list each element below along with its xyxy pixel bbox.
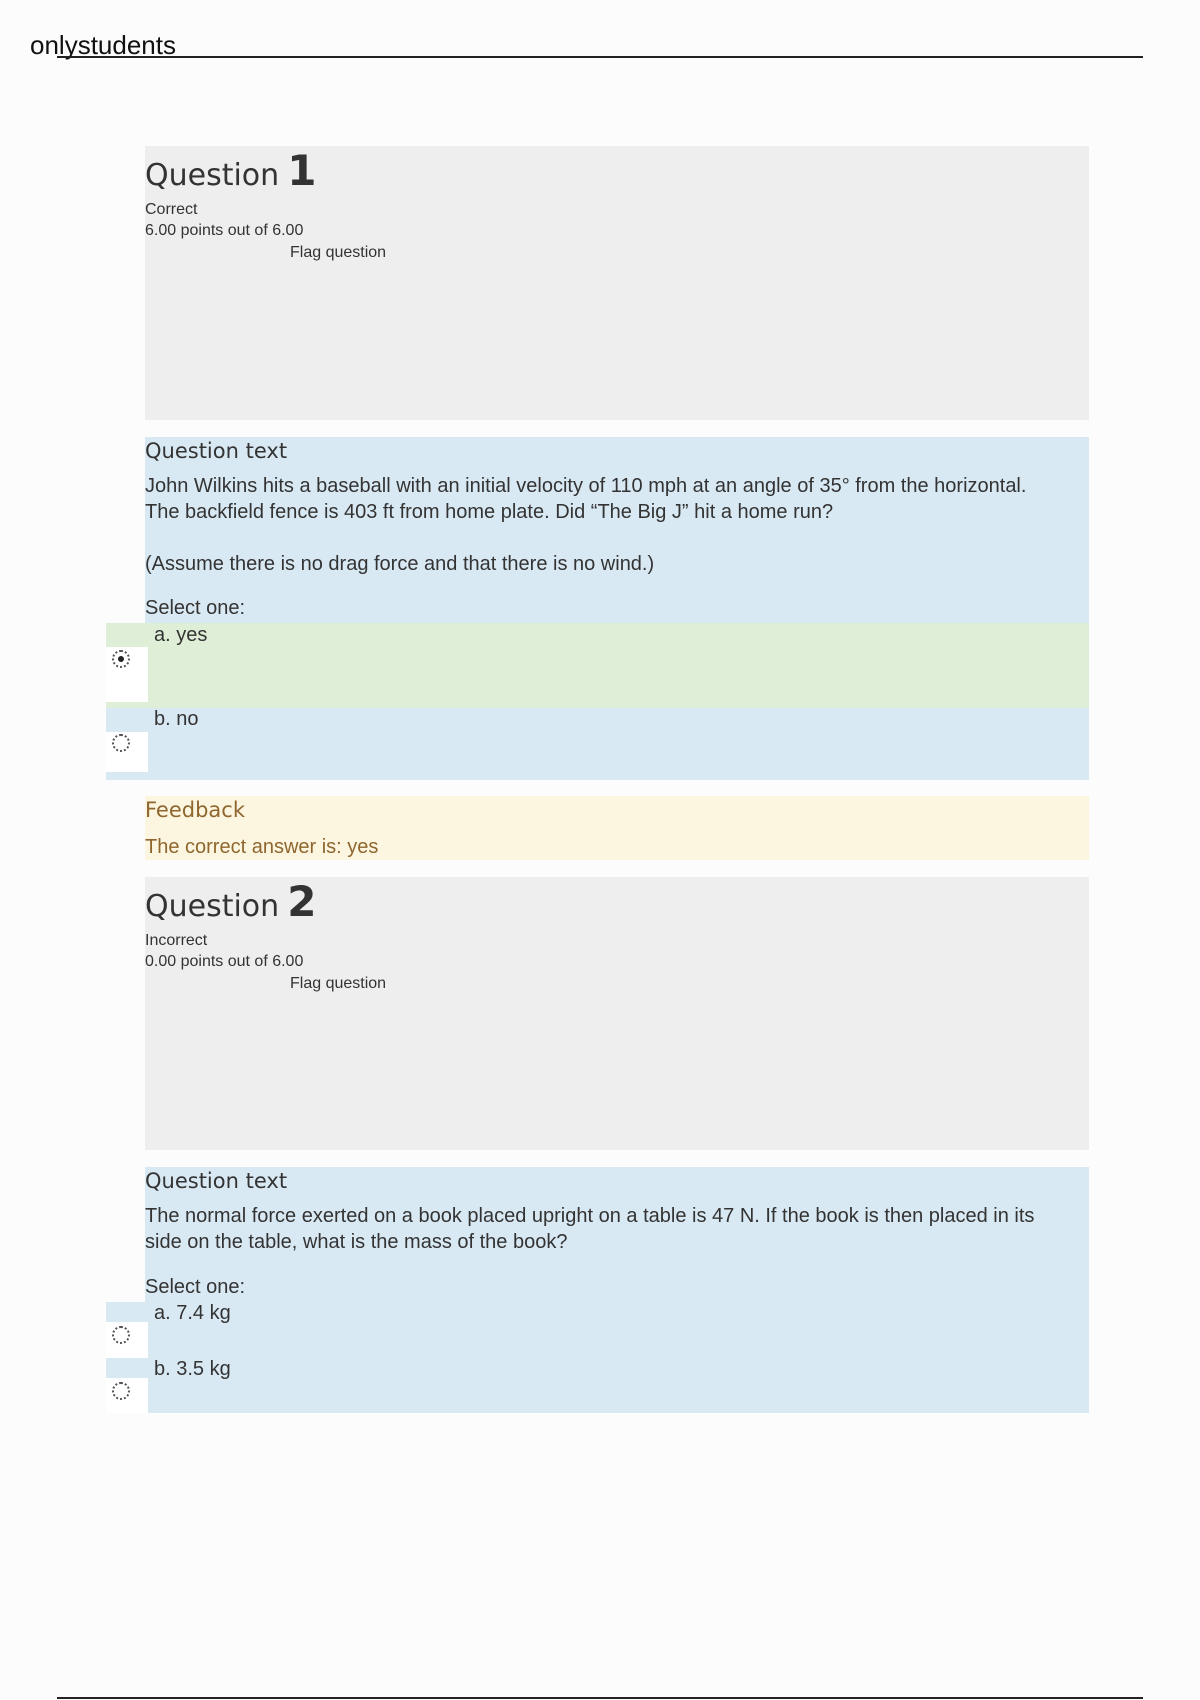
question-1-info xyxy=(145,146,1089,420)
answer-label: b. 3.5 kg xyxy=(154,1358,231,1380)
question-state: Correct xyxy=(145,201,198,218)
question-text-heading: Question text xyxy=(145,1169,288,1193)
site-name: onlystudents xyxy=(30,30,176,60)
question-label: Question xyxy=(145,158,280,193)
header-divider xyxy=(57,56,1143,58)
answer-label: a. 7.4 kg xyxy=(154,1302,231,1324)
radio-dot xyxy=(118,656,124,662)
question-1-heading xyxy=(145,146,1089,199)
question-state: Incorrect xyxy=(145,932,208,949)
question-grade: 6.00 points out of 6.00 xyxy=(145,222,304,239)
radio-button[interactable] xyxy=(112,1382,130,1400)
radio-button[interactable] xyxy=(112,734,130,752)
question-label: Question xyxy=(145,889,280,924)
answer-option-b[interactable] xyxy=(106,708,1089,780)
question-text xyxy=(145,1203,1089,1255)
question-2-heading xyxy=(145,877,1089,930)
answer-option-a[interactable] xyxy=(106,1302,1089,1358)
feedback-text: The correct answer is: yes xyxy=(145,836,379,858)
question-text-line: The normal force exerted on a book placed upright on a table is 47 N. If the book is then placed in its xyxy=(145,1205,1035,1227)
radio-button-selected[interactable] xyxy=(112,650,130,668)
question-text-line: John Wilkins hits a baseball with an initial velocity of 110 mph at an angle of 35° from the horizontal. xyxy=(145,475,1027,497)
question-text-line: The backfield fence is 403 ft from home plate. Did “The Big J” hit a home run? xyxy=(145,501,834,523)
question-text-line: side on the table, what is the mass of the book? xyxy=(145,1231,568,1253)
question-number: 2 xyxy=(287,877,317,926)
flag-question-link[interactable]: Flag question xyxy=(290,975,387,992)
flag-question-link[interactable]: Flag question xyxy=(290,244,387,261)
answer-option-a[interactable] xyxy=(106,623,1089,708)
question-text xyxy=(145,473,1089,577)
footer-divider xyxy=(57,1697,1143,1699)
question-1-feedback xyxy=(145,796,1089,860)
question-2-info xyxy=(145,877,1089,1150)
answer-option-b[interactable] xyxy=(106,1358,1089,1413)
select-one-prompt: Select one: xyxy=(145,597,246,619)
question-text-note: (Assume there is no drag force and that there is no wind.) xyxy=(145,553,655,575)
answer-label: a. yes xyxy=(154,624,208,646)
select-one-prompt: Select one: xyxy=(145,1276,246,1298)
radio-button[interactable] xyxy=(112,1326,130,1344)
question-number: 1 xyxy=(287,146,317,195)
question-text-heading: Question text xyxy=(145,439,288,463)
question-grade: 0.00 points out of 6.00 xyxy=(145,953,304,970)
answer-label: b. no xyxy=(154,708,199,730)
feedback-heading: Feedback xyxy=(145,798,246,822)
